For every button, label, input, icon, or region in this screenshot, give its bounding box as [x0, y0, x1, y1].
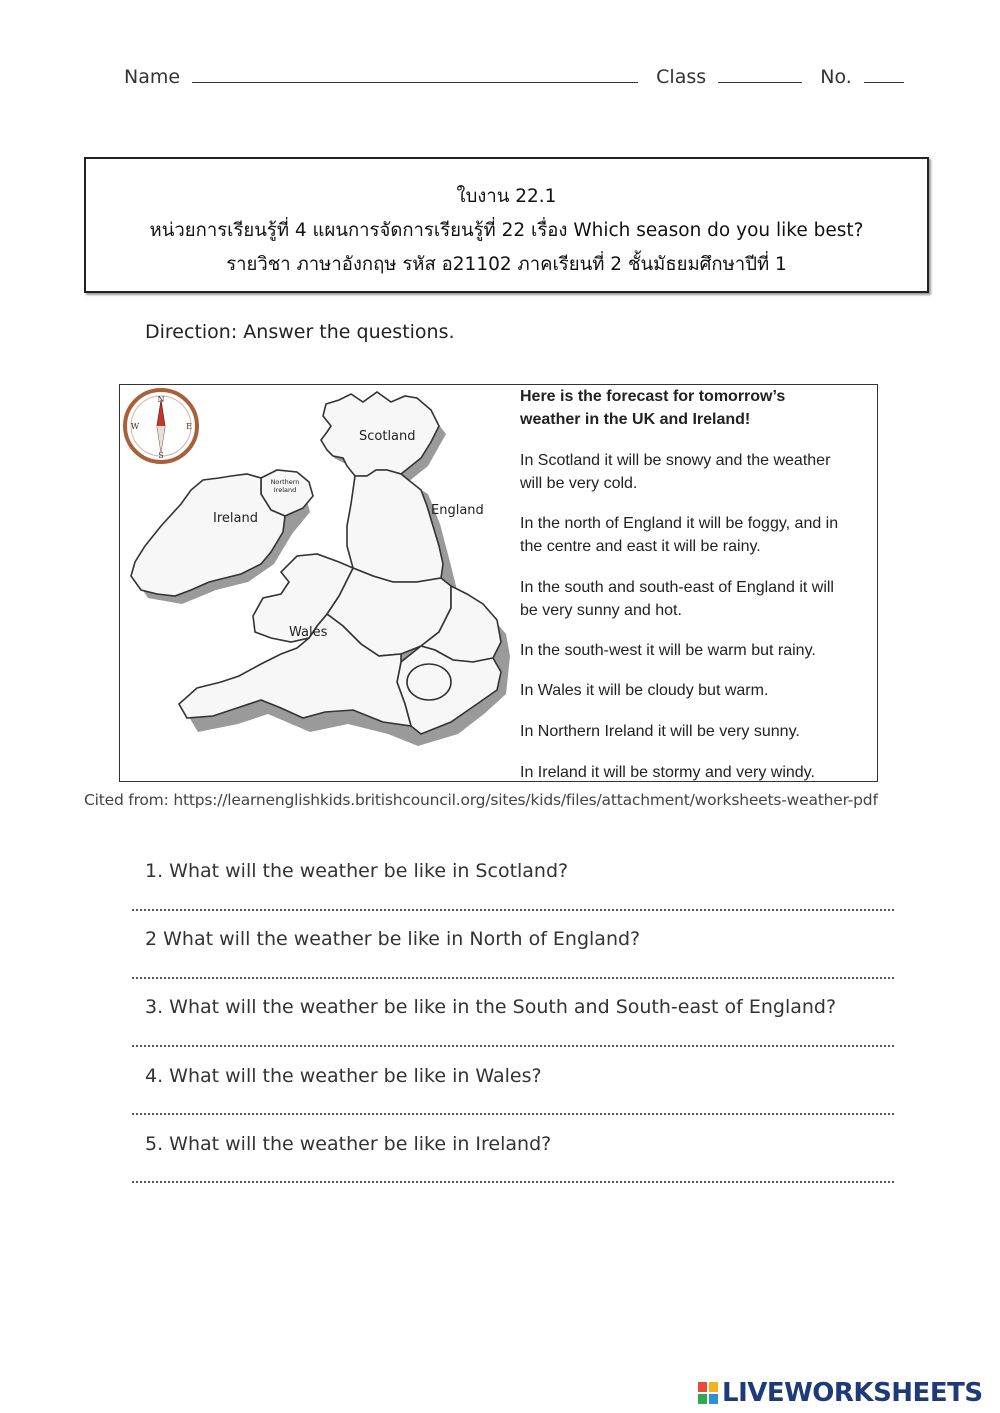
forecast-north-england-1: In the north of England it will be foggy, and in — [520, 515, 839, 532]
answer-line-2[interactable] — [132, 977, 894, 979]
citation: Cited from: https://learnenglishkids.britishcouncil.org/sites/kids/files/attachment/worksheets-weather-pdf — [84, 791, 878, 809]
liveworksheets-logo — [697, 1378, 983, 1408]
student-info-header — [124, 64, 904, 88]
course-info: รายวิชา ภาษาอังกฤษ รหัส อ21102 ภาคเรียนที่ 2 ชั้นมัธยมศึกษาปีที่ 1 — [226, 254, 787, 275]
compass-w: W — [130, 422, 140, 431]
liveworksheets-logo-text: LIVEWORKSHEETS — [722, 1378, 983, 1408]
worksheet-title-box — [84, 157, 929, 293]
class-label: Class — [656, 66, 707, 88]
london-region — [407, 664, 451, 700]
question-5: 5. What will the weather be like in Ireland? — [145, 1133, 552, 1155]
question-2: 2 What will the weather be like in North of England? — [145, 928, 641, 950]
uk-ireland-map — [121, 386, 511, 780]
label-wales: Wales — [289, 625, 328, 640]
worksheet-number: ใบงาน 22.1 — [456, 186, 557, 207]
forecast-ireland: In Ireland it will be stormy and very windy. — [520, 764, 815, 781]
forecast-north-england-2: the centre and east it will be rainy. — [520, 538, 761, 555]
liveworksheets-logo-icon — [697, 1380, 719, 1406]
forecast-wales: In Wales it will be cloudy but warm. — [520, 682, 769, 699]
direction-text: Direction: Answer the questions. — [145, 321, 455, 343]
label-england: England — [431, 503, 484, 518]
class-field[interactable] — [718, 64, 802, 83]
forecast-scotland-2: will be very cold. — [520, 475, 638, 492]
forecast-northern-ireland: In Northern Ireland it will be very sunny. — [520, 723, 800, 740]
label-ireland: Ireland — [213, 511, 258, 526]
question-1: 1. What will the weather be like in Scotland? — [145, 860, 569, 882]
label-northern-ireland-2: Ireland — [273, 486, 297, 494]
forecast-heading-line-1: Here is the forecast for tomorrow’s — [520, 388, 786, 405]
forecast-heading-line-2: weather in the UK and Ireland! — [520, 411, 751, 428]
forecast-south-east-1: In the south and south-east of England it will — [520, 579, 834, 596]
north-england-region — [347, 470, 443, 582]
question-3: 3. What will the weather be like in the South and South-east of England? — [145, 996, 837, 1018]
name-label: Name — [124, 66, 181, 88]
forecast-south-west: In the south-west it will be warm but rainy. — [520, 642, 816, 659]
label-northern-ireland-1: Northern — [270, 478, 300, 486]
question-4: 4. What will the weather be like in Wales? — [145, 1065, 542, 1087]
name-field[interactable] — [192, 64, 638, 83]
forecast-south-east-2: be very sunny and hot. — [520, 602, 682, 619]
compass-e: E — [186, 422, 192, 431]
compass-icon — [125, 390, 197, 462]
answer-line-4[interactable] — [132, 1113, 894, 1115]
answer-line-3[interactable] — [132, 1045, 894, 1047]
forecast-scotland-1: In Scotland it will be snowy and the weather — [520, 452, 831, 469]
no-field[interactable] — [864, 64, 904, 83]
label-scotland: Scotland — [359, 429, 416, 444]
compass-s: S — [158, 451, 164, 460]
compass-n: N — [157, 395, 165, 404]
answer-line-1[interactable] — [132, 909, 894, 911]
lesson-title: หน่วยการเรียนรู้ที่ 4 แผนการจัดการเรียนรู้ที่ 22 เรื่อง Which season do you like best? — [149, 220, 864, 241]
answer-line-5[interactable] — [132, 1181, 894, 1183]
no-label: No. — [820, 66, 852, 88]
